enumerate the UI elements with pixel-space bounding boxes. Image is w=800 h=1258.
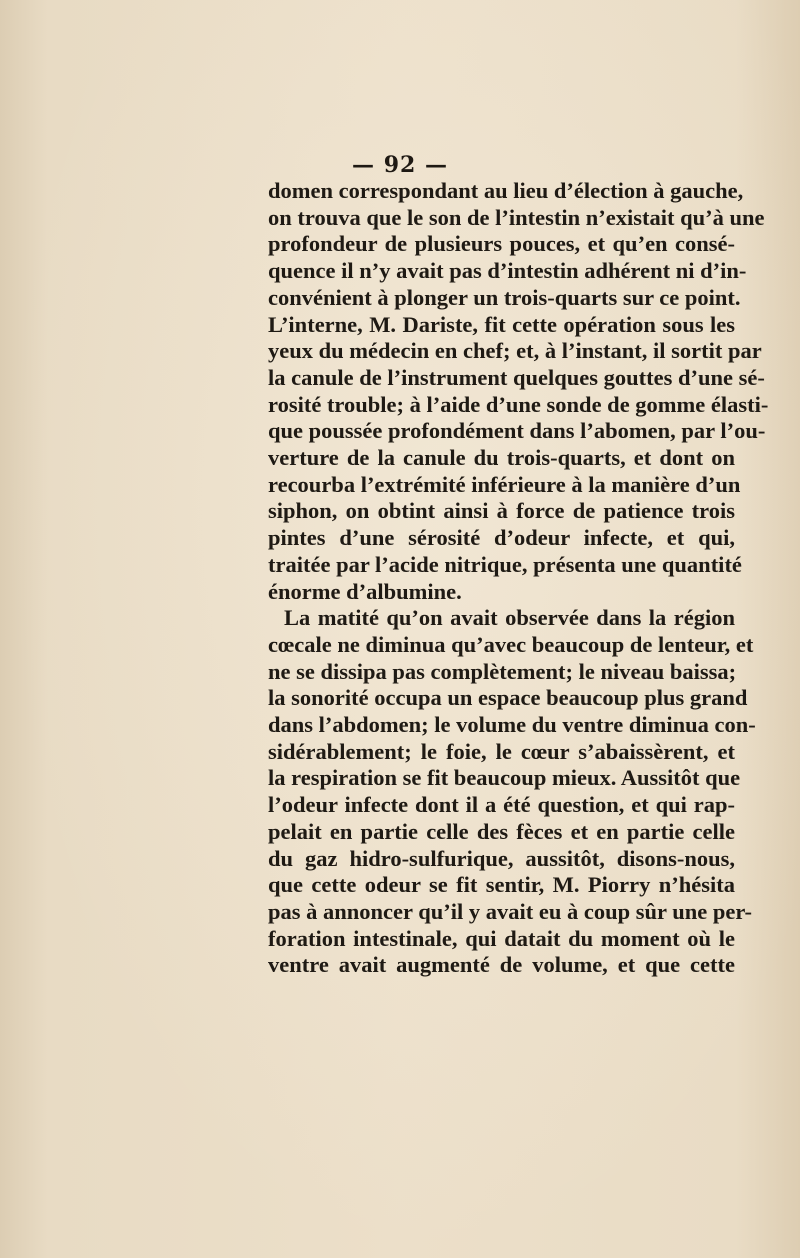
text-line: convénient à plonger un trois-quarts sur ce point.: [268, 284, 741, 310]
text-line: on trouva que le son de l’intestin n’existait qu’à une: [268, 204, 765, 230]
text-line: recourba l’extrémité inférieure à la manière d’un: [268, 471, 741, 497]
text-line: ventre avait augmenté de volume, et que cette: [268, 952, 735, 978]
text-line: que poussée profondément dans l’abomen, par l’ou-: [268, 418, 766, 444]
text-line: rosité trouble; à l’aide d’une sonde de gomme élasti-: [268, 391, 769, 417]
body-text: [268, 178, 769, 979]
text-line: quence il n’y avait pas d’intestin adhérent ni d’in-: [268, 258, 747, 284]
text-line: la sonorité occupa un espace beaucoup plus grand: [268, 685, 748, 711]
text-line: cœcale ne diminua qu’avec beaucoup de lenteur, et: [268, 631, 754, 657]
text-line: la canule de l’instrument quelques gouttes d’une sé-: [268, 364, 765, 390]
text-line: pas à annoncer qu’il y avait eu à coup sûr une per-: [268, 898, 753, 924]
page-number: — 92 —: [352, 152, 448, 178]
text-line: domen correspondant au lieu d’élection à gauche,: [268, 178, 744, 203]
text-line: pintes d’une sérosité d’odeur infecte, et qui,: [268, 525, 735, 551]
text-line: ne se dissipa pas complètement; le niveau baissa;: [268, 658, 737, 684]
text-line: verture de la canule du trois-quarts, et dont on: [268, 445, 735, 471]
text-line: dans l’abdomen; le volume du ventre diminua con-: [268, 712, 756, 738]
text-line: foration intestinale, qui datait du moment où le: [268, 925, 735, 951]
text-line: traitée par l’acide nitrique, présenta une quantité: [268, 551, 742, 577]
text-line: que cette odeur se fit sentir, M. Piorry n’hésita: [268, 872, 735, 898]
text-line: L’interne, M. Dariste, fit cette opération sous les: [268, 311, 735, 337]
text-line: énorme d’albumine.: [268, 578, 462, 604]
text-line: pelait en partie celle des fèces et en partie celle: [268, 818, 735, 844]
text-line: yeux du médecin en chef; et, à l’instant, il sortit par: [268, 338, 762, 364]
text-line: La matité qu’on avait observée dans la région: [284, 605, 735, 631]
text-line: sidérablement; le foie, le cœur s’abaissèrent, et: [268, 738, 735, 764]
text-line: siphon, on obtint ainsi à force de patience trois: [268, 498, 735, 524]
text-line: l’odeur infecte dont il a été question, et qui rap-: [268, 792, 735, 818]
text-line: du gaz hidro-sulfurique, aussitôt, disons-nous,: [268, 845, 735, 871]
text-line: profondeur de plusieurs pouces, et qu’en consé-: [268, 231, 735, 257]
text-line: la respiration se fit beaucoup mieux. Aussitôt que: [268, 765, 741, 791]
